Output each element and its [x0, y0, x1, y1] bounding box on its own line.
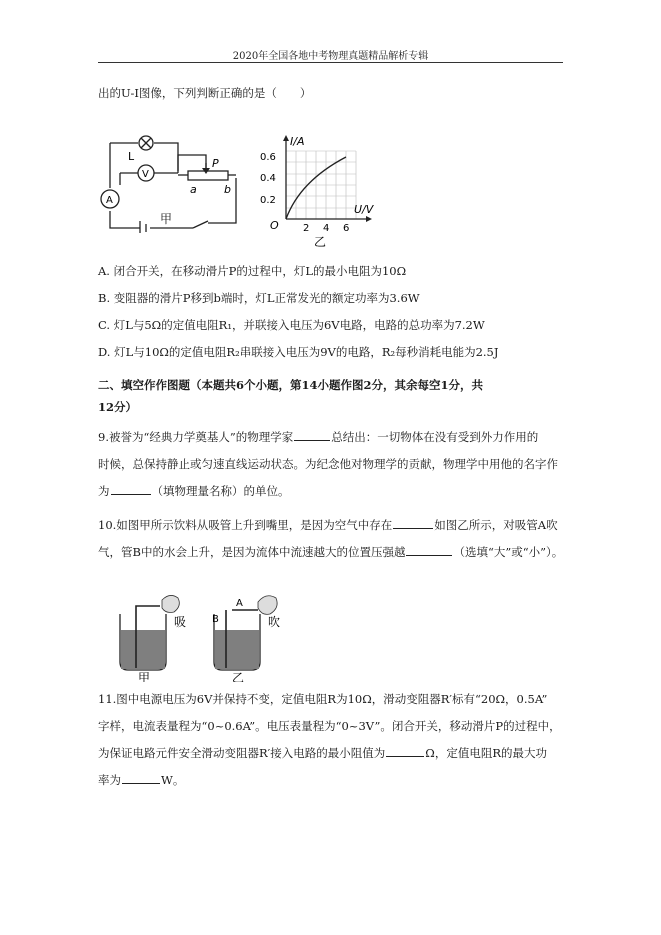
y-tick-label: 0.2 [260, 195, 276, 206]
answer-blank[interactable] [393, 516, 433, 529]
q9-line [98, 424, 565, 451]
q11-line [98, 740, 565, 767]
q8-option-d: D. 灯L与10Ω的定值电阻R₂串联接入电压为9V的电路，R₂每秒消耗电能为2.5J [98, 345, 499, 359]
end-a-label: a [190, 183, 197, 196]
fig-caption-jia: 甲 [138, 671, 151, 682]
q11-text-part: 为保证电路元件安全滑动变阻器R′接入电路的最小阻值为 [98, 746, 386, 760]
circuit-diagram [98, 133, 248, 233]
x-tick-label: 6 [343, 223, 350, 234]
section-heading-line2: 12分） [98, 400, 138, 414]
beaker-figure [108, 590, 298, 682]
answer-blank[interactable] [294, 428, 330, 441]
face-sketch [258, 596, 277, 615]
lamp-label: L [128, 150, 135, 163]
q11-text-part: Ω，定值电阻R的最大功 [425, 746, 547, 760]
q8-stem: 出的U-I图像，下列判断正确的是（ ） [98, 86, 312, 100]
y-tick-label: 0.4 [260, 173, 276, 184]
face-sketch [162, 595, 179, 612]
q9-text-part: （填物理量名称）的单位。 [151, 484, 290, 498]
q9-text [98, 424, 565, 505]
section-heading [98, 374, 565, 418]
answer-blank[interactable] [111, 482, 151, 495]
answer-blank[interactable] [406, 543, 452, 556]
y-tick-label: 0.6 [260, 152, 276, 163]
q10-text-part: 气，管B中的水会上升，是因为流体中流速越大的位置压强越 [98, 545, 406, 559]
slider-label: P [212, 157, 219, 170]
q11-line: 字样，电流表量程为“0~0.6A”。电压表量程为“0~3V”。闭合开关，移动滑片P的过程中， [98, 719, 561, 733]
page-header: 2020年全国各地中考物理真题精品解析专辑 [232, 51, 429, 62]
straw-b-label: B [212, 614, 219, 625]
q9-text-part: 总结出：一切物体在没有受到外力作用的 [331, 430, 539, 444]
q9-text-part: 为 [98, 484, 110, 498]
blow-label: 吹 [268, 615, 281, 629]
x-tick-label: 4 [323, 223, 330, 234]
answer-blank[interactable] [386, 744, 424, 757]
q10-text-part: 10.如图甲所示饮料从吸管上升到嘴里，是因为空气中存在 [98, 518, 393, 532]
y-axis-label: I/A [290, 135, 305, 148]
graph-caption: 乙 [314, 235, 327, 249]
q11-text [98, 686, 565, 794]
q11-line: 11.图中电源电压为6V并保持不变，定值电阻R为10Ω，滑动变阻器R′标有“20Ω，0.5A” [98, 692, 548, 706]
q11-text-part: 率为 [98, 773, 121, 787]
q9-text-part: 9.被誉为“经典力学奠基人”的物理学家 [98, 430, 294, 444]
answer-blank[interactable] [122, 771, 160, 784]
fig-caption-yi: 乙 [232, 671, 245, 682]
q10-line [98, 539, 565, 566]
end-b-label: b [224, 183, 231, 196]
x-axis-label: U/V [354, 203, 374, 216]
q11-line [98, 767, 565, 794]
voltmeter-label: V [142, 169, 149, 180]
q8-option-c: C. 灯L与5Ω的定值电阻R₁，并联接入电压为6V电路，电路的总功率为7.2W [98, 318, 485, 332]
q9-line: 时候，总保持静止或匀速直线运动状态。为纪念他对物理学的贡献，物理学中用他的名字作 [98, 457, 558, 471]
q10-text-part: 如图乙所示，对吸管A吹 [434, 518, 558, 532]
header-rule [98, 62, 563, 63]
q10-text-part: （选填“大”或“小”）。 [453, 545, 564, 559]
q10-line [98, 512, 565, 539]
q10-text [98, 512, 565, 566]
q8-option-a: A. 闭合开关，在移动滑片P的过程中，灯L的最小电阻为10Ω [98, 264, 407, 278]
q8-option-b: B. 变阻器的滑片P移到b端时，灯L正常发光的额定功率为3.6W [98, 291, 420, 305]
straw-a-label: A [236, 598, 243, 609]
suck-label: 吸 [174, 615, 187, 629]
x-tick-label: 2 [303, 223, 310, 234]
q11-text-part: W。 [161, 773, 185, 787]
q9-line [98, 478, 565, 505]
section-heading-line1: 二、填空作作图题（本题共6个小题，第14小题作图2分，其余每空1分，共 [98, 378, 484, 392]
ui-graph [258, 133, 398, 251]
origin-label: O [270, 219, 279, 232]
ammeter-label: A [106, 195, 113, 206]
circuit-caption: 甲 [160, 212, 173, 226]
